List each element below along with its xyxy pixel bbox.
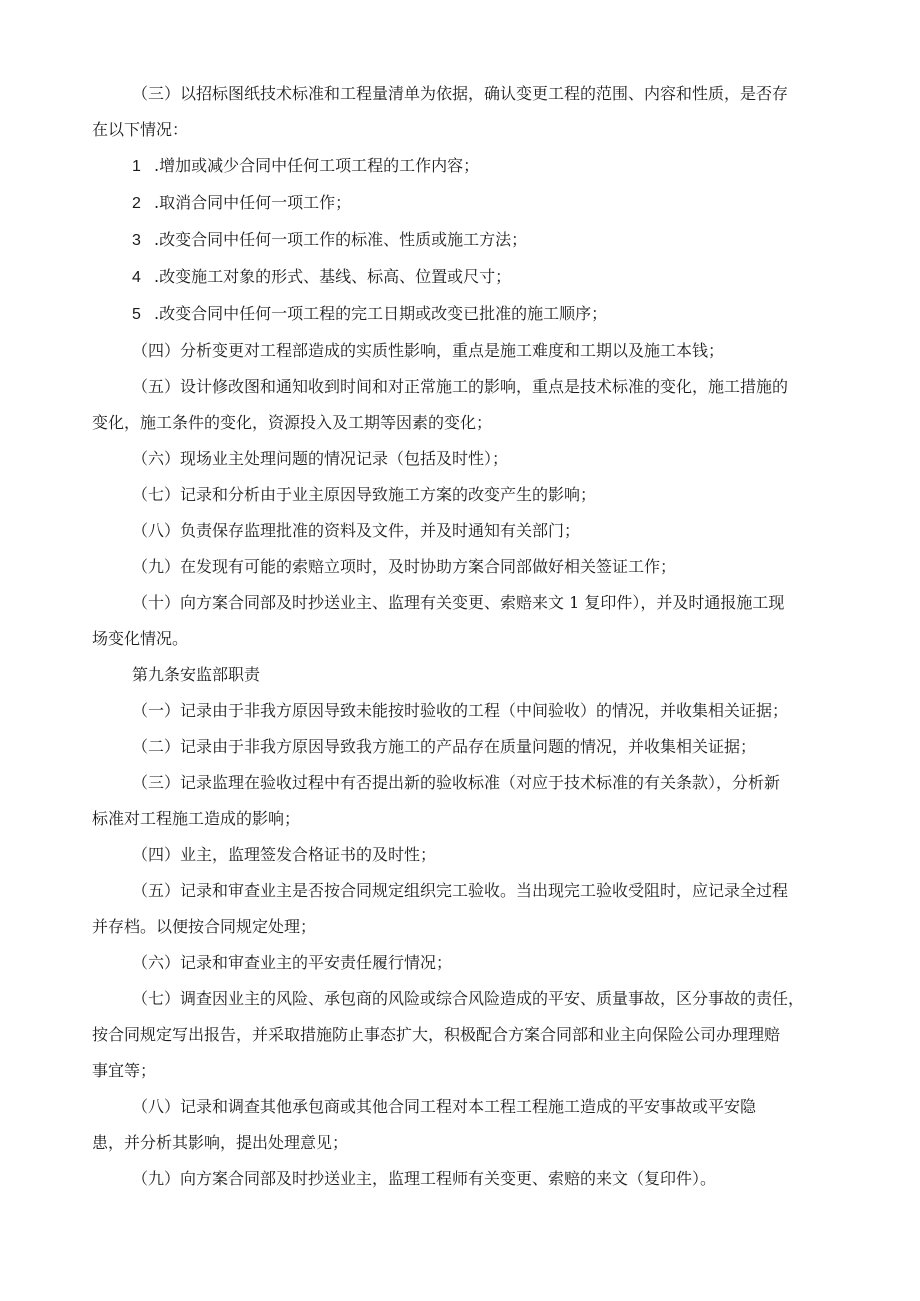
paragraph-line: （一）记录由于非我方原因导致未能按时验收的工程（中间验收）的情况，并收集相关证据； xyxy=(132,701,789,720)
paragraph-a3 xyxy=(92,76,832,148)
paragraph-b4 xyxy=(92,837,832,873)
list-item-text: .取消合同中任何一项工作； xyxy=(154,193,352,212)
paragraph-line: （八）记录和调查其他承包商或其他合同工程对本工程工程施工造成的平安事故或平安隐 xyxy=(132,1097,757,1116)
paragraph-line: （八）负责保存监理批准的资料及文件，并及时通知有关部门； xyxy=(132,521,581,540)
paragraph-line: （七）记录和分析由于业主原因导致施工方案的改变产生的影响； xyxy=(132,485,597,504)
list-item-text: .增加或减少合同中任何工项工程的工作内容； xyxy=(154,156,480,175)
paragraph-line: 事宜等； xyxy=(92,1061,157,1080)
list-item-number: 5 xyxy=(132,306,141,323)
paragraph-b5 xyxy=(92,873,832,945)
paragraph-line: （四）分析变更对工程部造成的实质性影响，重点是施工难度和工期以及施工本钱； xyxy=(132,341,725,360)
list-item-text: .改变施工对象的形式、基线、标高、位置或尺寸； xyxy=(154,267,512,286)
paragraph-b2 xyxy=(92,729,832,765)
list-item-number: 3 xyxy=(132,232,141,249)
list-item xyxy=(92,259,832,296)
paragraph-b9 xyxy=(92,1161,832,1197)
list-item xyxy=(92,222,832,259)
paragraph-line: 按合同规定写出报告，并采取措施防止事态扩大，积极配合方案合同部和业主向保险公司办理理赔 xyxy=(92,1025,781,1044)
paragraph-b6 xyxy=(92,945,832,981)
list-item-text: .改变合同中任何一项工程的完工日期或改变已批准的施工顺序； xyxy=(154,304,608,323)
paragraph-line: 在以下情况： xyxy=(92,120,189,139)
paragraph-a8 xyxy=(92,513,832,549)
paragraph-b7 xyxy=(92,981,832,1089)
list-item-number: 1 xyxy=(132,158,141,175)
paragraph-line: 标准对工程施工造成的影响； xyxy=(92,809,301,828)
paragraph-a9 xyxy=(92,549,832,585)
list-item-text: .改变合同中任何一项工作的标准、性质或施工方法； xyxy=(154,230,528,249)
paragraph-line: （九）在发现有可能的索赔立项时，及时协助方案合同部做好相关签证工作； xyxy=(132,557,677,576)
paragraph-line: （五）记录和审查业主是否按合同规定组织完工验收。当出现完工验收受阻时，应记录全过程 xyxy=(132,881,789,900)
paragraph-line: 并存档。以便按合同规定处理； xyxy=(92,917,317,936)
paragraph-line: （五）设计修改图和通知收到时间和对正常施工的影响，重点是技术标准的变化，施工措施的 xyxy=(132,377,789,396)
paragraph-line: （九）向方案合同部及时抄送业主，监理工程师有关变更、索赔的来文（复印件）。 xyxy=(132,1169,717,1188)
paragraph-line: （十）向方案合同部及时抄送业主、监理有关变更、索赔来文 1 复印件），并及时通报施工现 xyxy=(132,593,785,612)
paragraph-a6 xyxy=(92,441,832,477)
paragraph-line: （三）记录监理在验收过程中有否提出新的验收标准（对应于技术标准的有关条款），分析新 xyxy=(132,773,781,792)
paragraph-line: 场变化情况。 xyxy=(92,629,189,648)
list-item xyxy=(92,296,832,333)
paragraph-a7 xyxy=(92,477,832,513)
paragraph-a10 xyxy=(92,585,832,657)
paragraph-a5 xyxy=(92,369,832,441)
paragraph-line: 变化，施工条件的变化，资源投入及工期等因素的变化； xyxy=(92,413,493,432)
paragraph-b8 xyxy=(92,1089,832,1161)
paragraph-line: （四）业主，监理签发合格证书的及时性； xyxy=(132,845,437,864)
list-item xyxy=(92,148,832,185)
section-heading: 第九条安监部职责 xyxy=(132,665,261,684)
list-item xyxy=(92,185,832,222)
paragraph-line: （六）现场业主处理问题的情况记录（包括及时性）； xyxy=(132,449,509,468)
paragraph-line: （三）以招标图纸技术标准和工程量清单为依据，确认变更工程的范围、内容和性质，是否存 xyxy=(132,84,789,103)
document-page xyxy=(92,76,832,1197)
paragraph-line: （二）记录由于非我方原因导致我方施工的产品存在质量问题的情况，并收集相关证据； xyxy=(132,737,757,756)
paragraph-b1 xyxy=(92,693,832,729)
paragraph-line: （六）记录和审查业主的平安责任履行情况； xyxy=(132,953,453,972)
paragraph-a4 xyxy=(92,333,832,369)
paragraph-line: 患，并分析其影响，提出处理意见； xyxy=(92,1133,349,1152)
list-item-number: 2 xyxy=(132,195,141,212)
paragraph-b3 xyxy=(92,765,832,837)
list-item-number: 4 xyxy=(132,269,141,286)
paragraph-line: （七）调查因业主的风险、承包商的风险或综合风险造成的平安、质量事故，区分事故的责任， xyxy=(132,989,805,1008)
